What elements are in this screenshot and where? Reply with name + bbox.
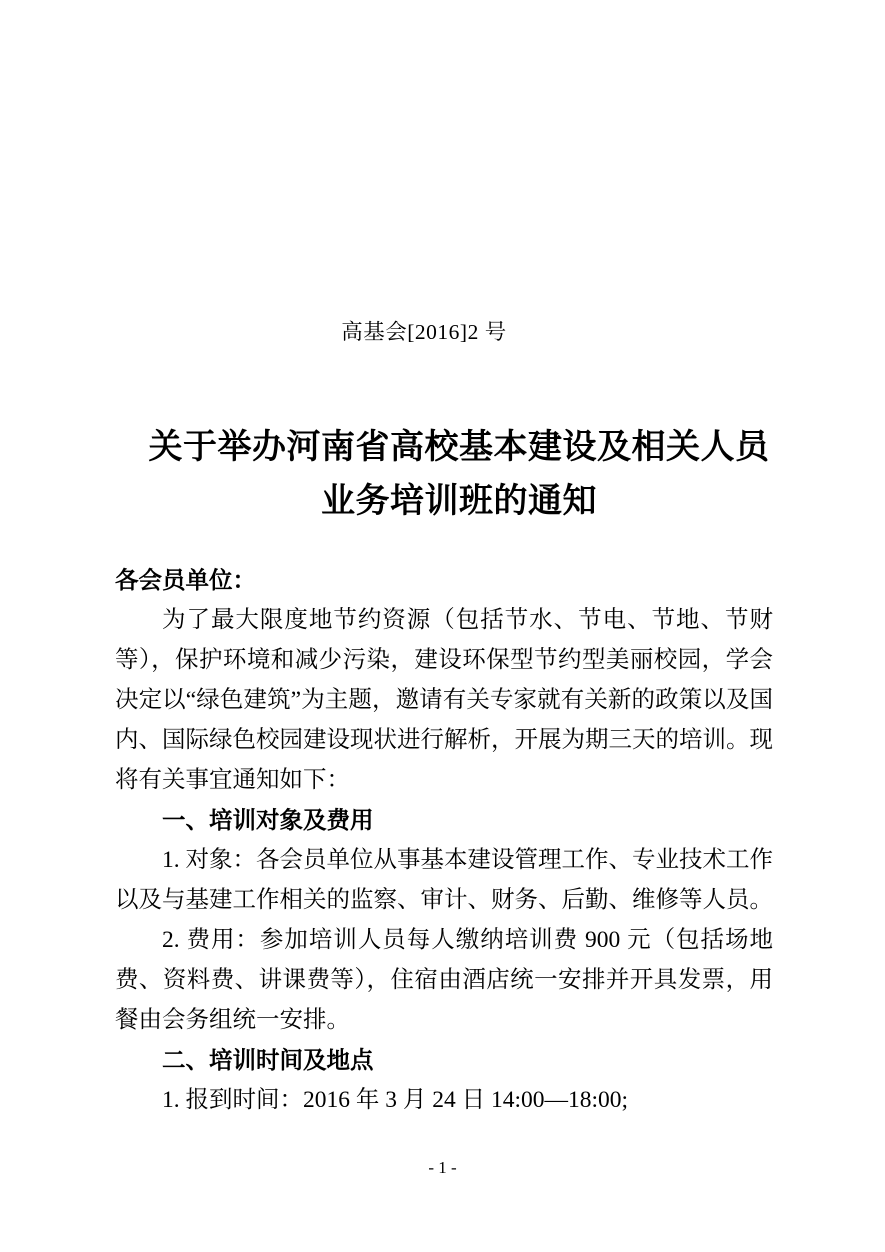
document-title-line-1: 关于举办河南省高校基本建设及相关人员 <box>148 428 770 466</box>
section-1-item-1: 1. 对象：各会员单位从事基本建设管理工作、专业技术工作以及与基建工作相关的监察、审计、财务、后勤、维修等人员。 <box>115 847 773 913</box>
section-2-heading: 二、培训时间及地点 <box>162 1047 374 1073</box>
section-2-item-1: 1. 报到时间：2016 年 3 月 24 日 14:00—18:00; <box>162 1087 629 1113</box>
section-1-item-2: 2. 费用：参加培训人员每人缴纳培训费 900 元（包括场地费、资料费、讲课费等），住宿由酒店统一安排并开具发票，用餐由会务组统一安排。 <box>115 927 773 1033</box>
document-reference-number: 高基会[2016]2 号 <box>341 320 507 344</box>
document-title <box>115 420 803 528</box>
document-body <box>115 560 773 1120</box>
page-number: - 1 - <box>428 1158 457 1177</box>
document-title-line-2: 业务培训班的通知 <box>321 482 597 520</box>
intro-paragraph: 为了最大限度地节约资源（包括节水、节电、节地、节财等），保护环境和减少污染，建设环保型节约型美丽校园，学会决定以“绿色建筑”为主题，邀请有关专家就有关新的政策以及国内、国际绿色校园建设现状进行解析，开展为期三天的培训。现将有关事宜通知如下： <box>115 607 773 793</box>
salutation: 各会员单位： <box>115 567 256 593</box>
section-1-heading: 一、培训对象及费用 <box>162 807 374 833</box>
